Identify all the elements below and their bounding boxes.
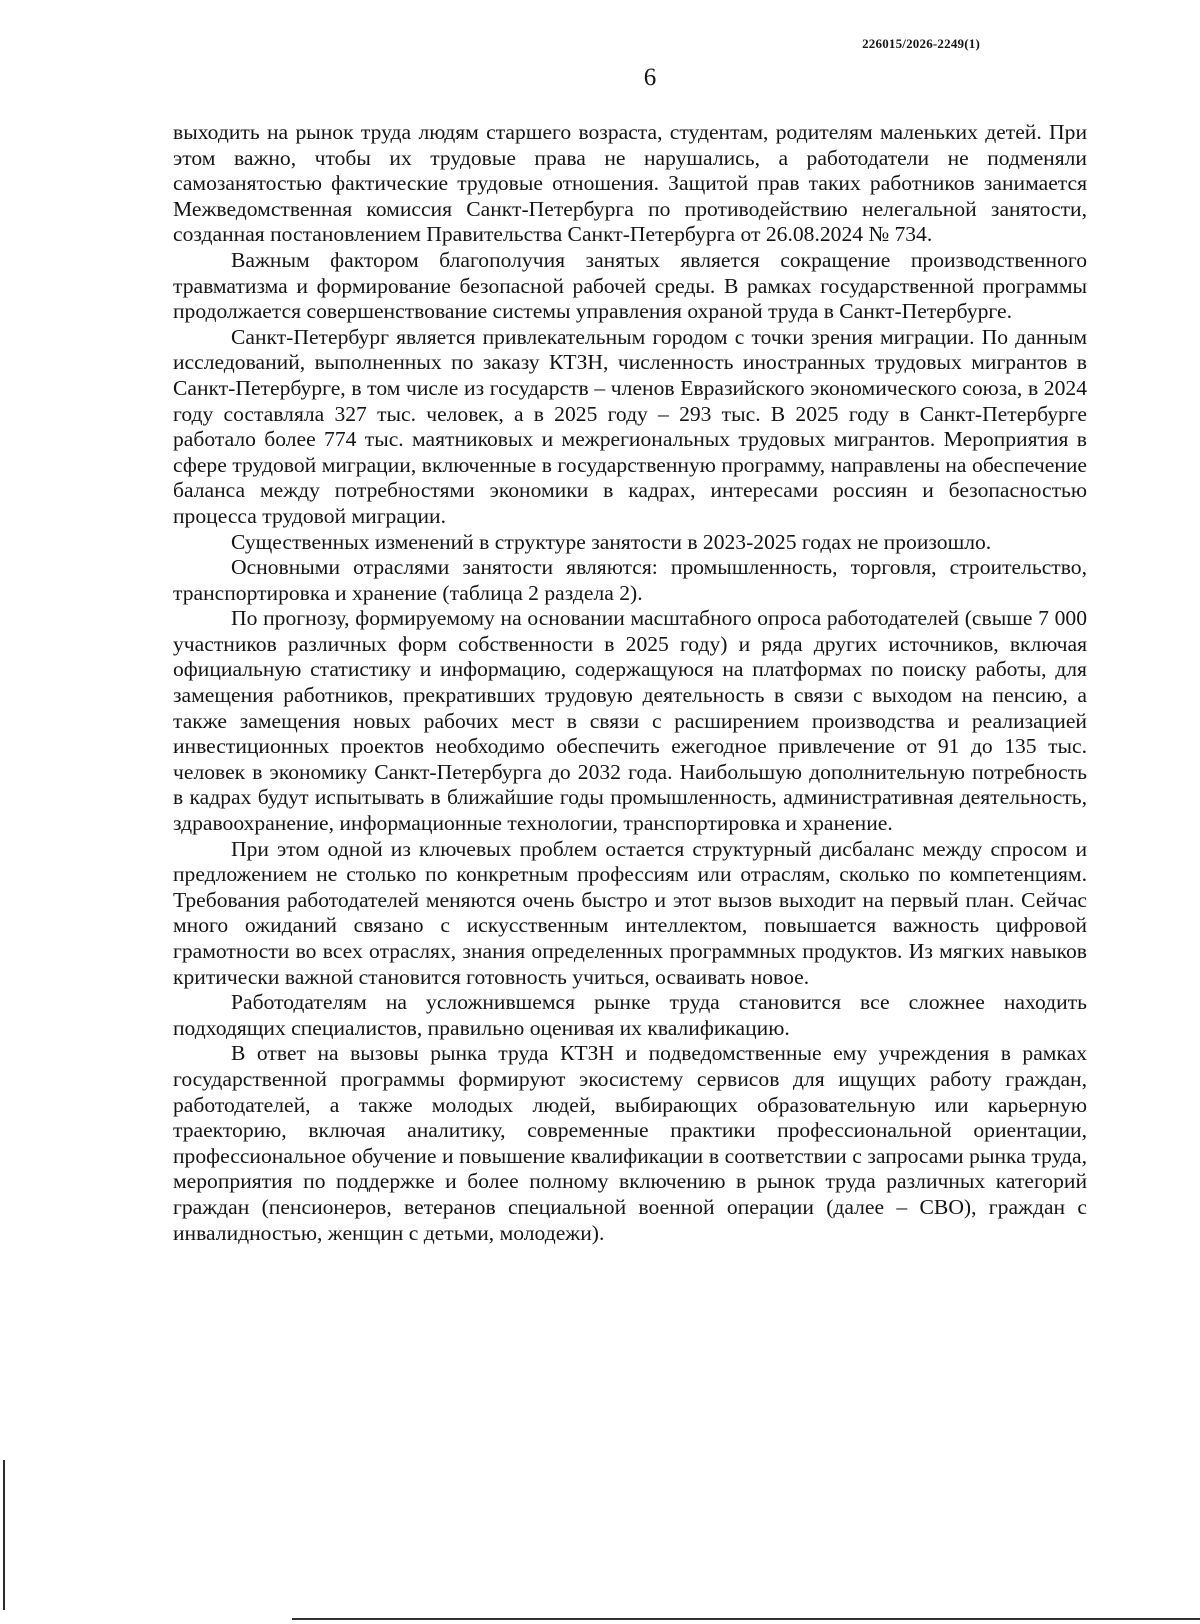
paragraph: Основными отраслями занятости являются: промышленность, торговля, строительство, транспортировка и хранение (таблица 2 раздела 2). [173, 555, 1087, 605]
paragraph: В ответ на вызовы рынка труда КТЗН и подведомственные ему учреждения в рамках государственной программы формируют экосистему сервисов для ищущих работу граждан, работодателей, а также молодых людей, выбирающих образовательную или карьерную траекторию, включая аналитику, современные практики профессиональной ориентации, профессиональное обучение и повышение квалификации в соответствии с запросами рынка труда, мероприятия по поддержке и более полному включению в рынок труда различных категорий граждан (пенсионеров, ветеранов специальной военной операции (далее – СВО), граждан с инвалидностью, женщин с детьми, молодежи). [173, 1041, 1087, 1245]
paragraph: Работодателям на усложнившемся рынке труда становится все сложнее находить подходящих специалистов, правильно оценивая их квалификацию. [173, 990, 1087, 1040]
body-text [173, 120, 1087, 1246]
scan-bottom-edge [292, 1618, 1200, 1620]
paragraph: При этом одной из ключевых проблем остается структурный дисбаланс между спросом и предложением не столько по конкретным профессиям или отраслям, сколько по компетенциям. Требования работодателей меняются очень быстро и этот вызов выходит на первый план. Сейчас много ожиданий связано с искусственным интеллектом, повышается важность цифровой грамотности во всех отраслях, знания определенных программных продуктов. Из мягких навыков критически важной становится готовность учиться, осваивать новое. [173, 836, 1087, 989]
document-id: 226015/2026-2249(1) [862, 36, 980, 51]
paragraph: Важным фактором благополучия занятых является сокращение производственного травматизма и формирование безопасной рабочей среды. В рамках государственной программы продолжается совершенствование системы управления охраной труда в Санкт-Петербурге. [173, 247, 1087, 324]
paragraph: Санкт-Петербург является привлекательным городом с точки зрения миграции. По данным исследований, выполненных по заказу КТЗН, численность иностранных трудовых мигрантов в Санкт-Петербурге, в том числе из государств – членов Евразийского экономического союза, в 2024 году составляла 327 тыс. человек, а в 2025 году – 293 тыс. В 2025 году в Санкт-Петербурге работало более 774 тыс. маятниковых и межрегиональных трудовых мигрантов. Мероприятия в сфере трудовой миграции, включенные в государственную программу, направлены на обеспечение баланса между потребностями экономики в кадрах, интересами россиян и безопасностью процесса трудовой миграции. [173, 324, 1087, 528]
page-number: 6 [643, 64, 657, 91]
paragraph-continuation: выходить на рынок труда людям старшего возраста, студентам, родителям маленьких детей. При этом важно, чтобы их трудовые права не нарушались, а работодатели не подменяли самозанятостью фактические трудовые отношения. Защитой прав таких работников занимается Межведомственная комиссия Санкт-Петербурга по противодействию нелегальной занятости, созданная постановлением Правительства Санкт-Петербурга от 26.08.2024 № 734. [173, 120, 1087, 247]
paragraph: По прогнозу, формируемому на основании масштабного опроса работодателей (свыше 7 000 участников различных форм собственности в 2025 году) и ряда других источников, включая официальную статистику и информацию, содержащуюся на платформах по поиску работы, для замещения работников, прекративших трудовую деятельность в связи с выходом на пенсию, а также замещения новых рабочих мест в связи с расширением производства и реализацией инвестиционных проектов необходимо обеспечить ежегодное привлечение от 91 до 135 тыс. человек в экономику Санкт-Петербурга до 2032 года. Наибольшую дополнительную потребность в кадрах будут испытывать в ближайшие годы промышленность, административная деятельность, здравоохранение, информационные технологии, транспортировка и хранение. [173, 606, 1087, 836]
paragraph: Существенных изменений в структуре занятости в 2023-2025 годах не произошло. [231, 529, 992, 554]
scan-left-edge [3, 1460, 5, 1610]
